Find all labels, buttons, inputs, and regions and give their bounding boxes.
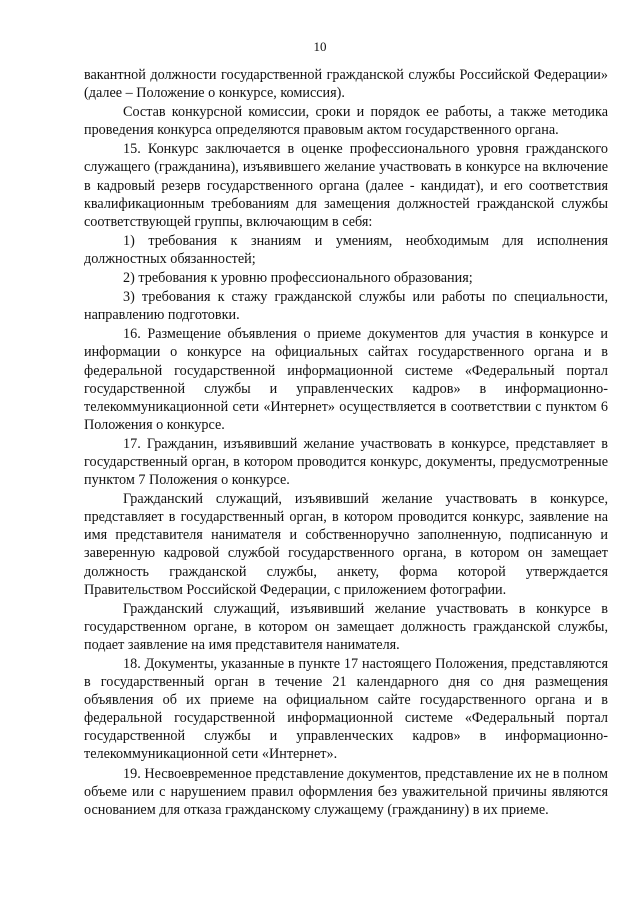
paragraph-19: 19. Несвоевременное представление документов, представление их не в полном объеме или с нарушением правил оформления без уважительной причины являются основанием для отказа гражданскому служащему (гражданину) в их приеме. xyxy=(84,765,608,818)
list-item-2: 2) требования к уровню профессионального образования; xyxy=(123,270,473,287)
list-item-1: 1) требования к знаниям и умениям, необходимым для исполнения должностных обязанностей; xyxy=(84,232,608,267)
paragraph-17-civil-servant: Гражданский служащий, изъявивший желание участвовать в конкурсе, представляет в государственный орган, в котором проводится конкурс, заявление на имя представителя нанимателя и собственноручно заполненную, подписанную и заверенную кадровой службой государственного органа, в котором он замещает должность гражданской службы, анкету, форма которой утверждается Правительством Российской Федерации, с приложением фотографии. xyxy=(84,491,608,598)
paragraph-16: 16. Размещение объявления о приеме документов для участия в конкурсе и информации о конкурсе на официальных сайтах государственного органа и в федеральной государственной информационной системе «Федеральный портал государственной службы и управленческих кадров» в информационно-телекоммуникационной сети «Интернет» осуществляется в соответствии с пунктом 6 Положения о конкурсе. xyxy=(84,326,608,433)
list-item-3: 3) требования к стажу гражданской службы или работы по специальности, направлению подготовки. xyxy=(84,289,608,324)
document-body xyxy=(84,66,608,820)
page-number: 10 xyxy=(313,39,327,54)
paragraph-15: 15. Конкурс заключается в оценке профессионального уровня гражданского служащего (гражданина), изъявившего желание участвовать в конкурсе на включение в кадровый резерв государственного органа (далее - кандидат), и его соответствия квалификационным требованиям для замещения должностей гражданской службы соответствующей группы, включающим в себя: xyxy=(84,141,608,230)
paragraph-continuation: вакантной должности государственной гражданской службы Российской Федерации» (далее – Положение о конкурсе, комиссия). xyxy=(84,67,608,102)
paragraph-18: 18. Документы, указанные в пункте 17 настоящего Положения, представляются в государственный орган в течение 21 календарного дня со дня размещения объявления об их приеме на официальном сайте государственного органа и в федеральной государственной информационной системе «Федеральный портал государственной службы и управленческих кадров» в информационно-телекоммуникационной сети «Интернет». xyxy=(84,656,608,763)
paragraph-17-same-organ: Гражданский служащий, изъявивший желание участвовать в конкурсе в государственном органе, в котором он замещает должность гражданской службы, подает заявление на имя представителя нанимателя. xyxy=(84,600,608,653)
paragraph-commission: Состав конкурсной комиссии, сроки и порядок ее работы, а также методика проведения конкурса определяются правовым актом государственного органа. xyxy=(84,104,608,139)
paragraph-17: 17. Гражданин, изъявивший желание участвовать в конкурсе, представляет в государственный орган, в котором проводится конкурс, документы, предусмотренные пунктом 7 Положения о конкурсе. xyxy=(84,435,608,489)
